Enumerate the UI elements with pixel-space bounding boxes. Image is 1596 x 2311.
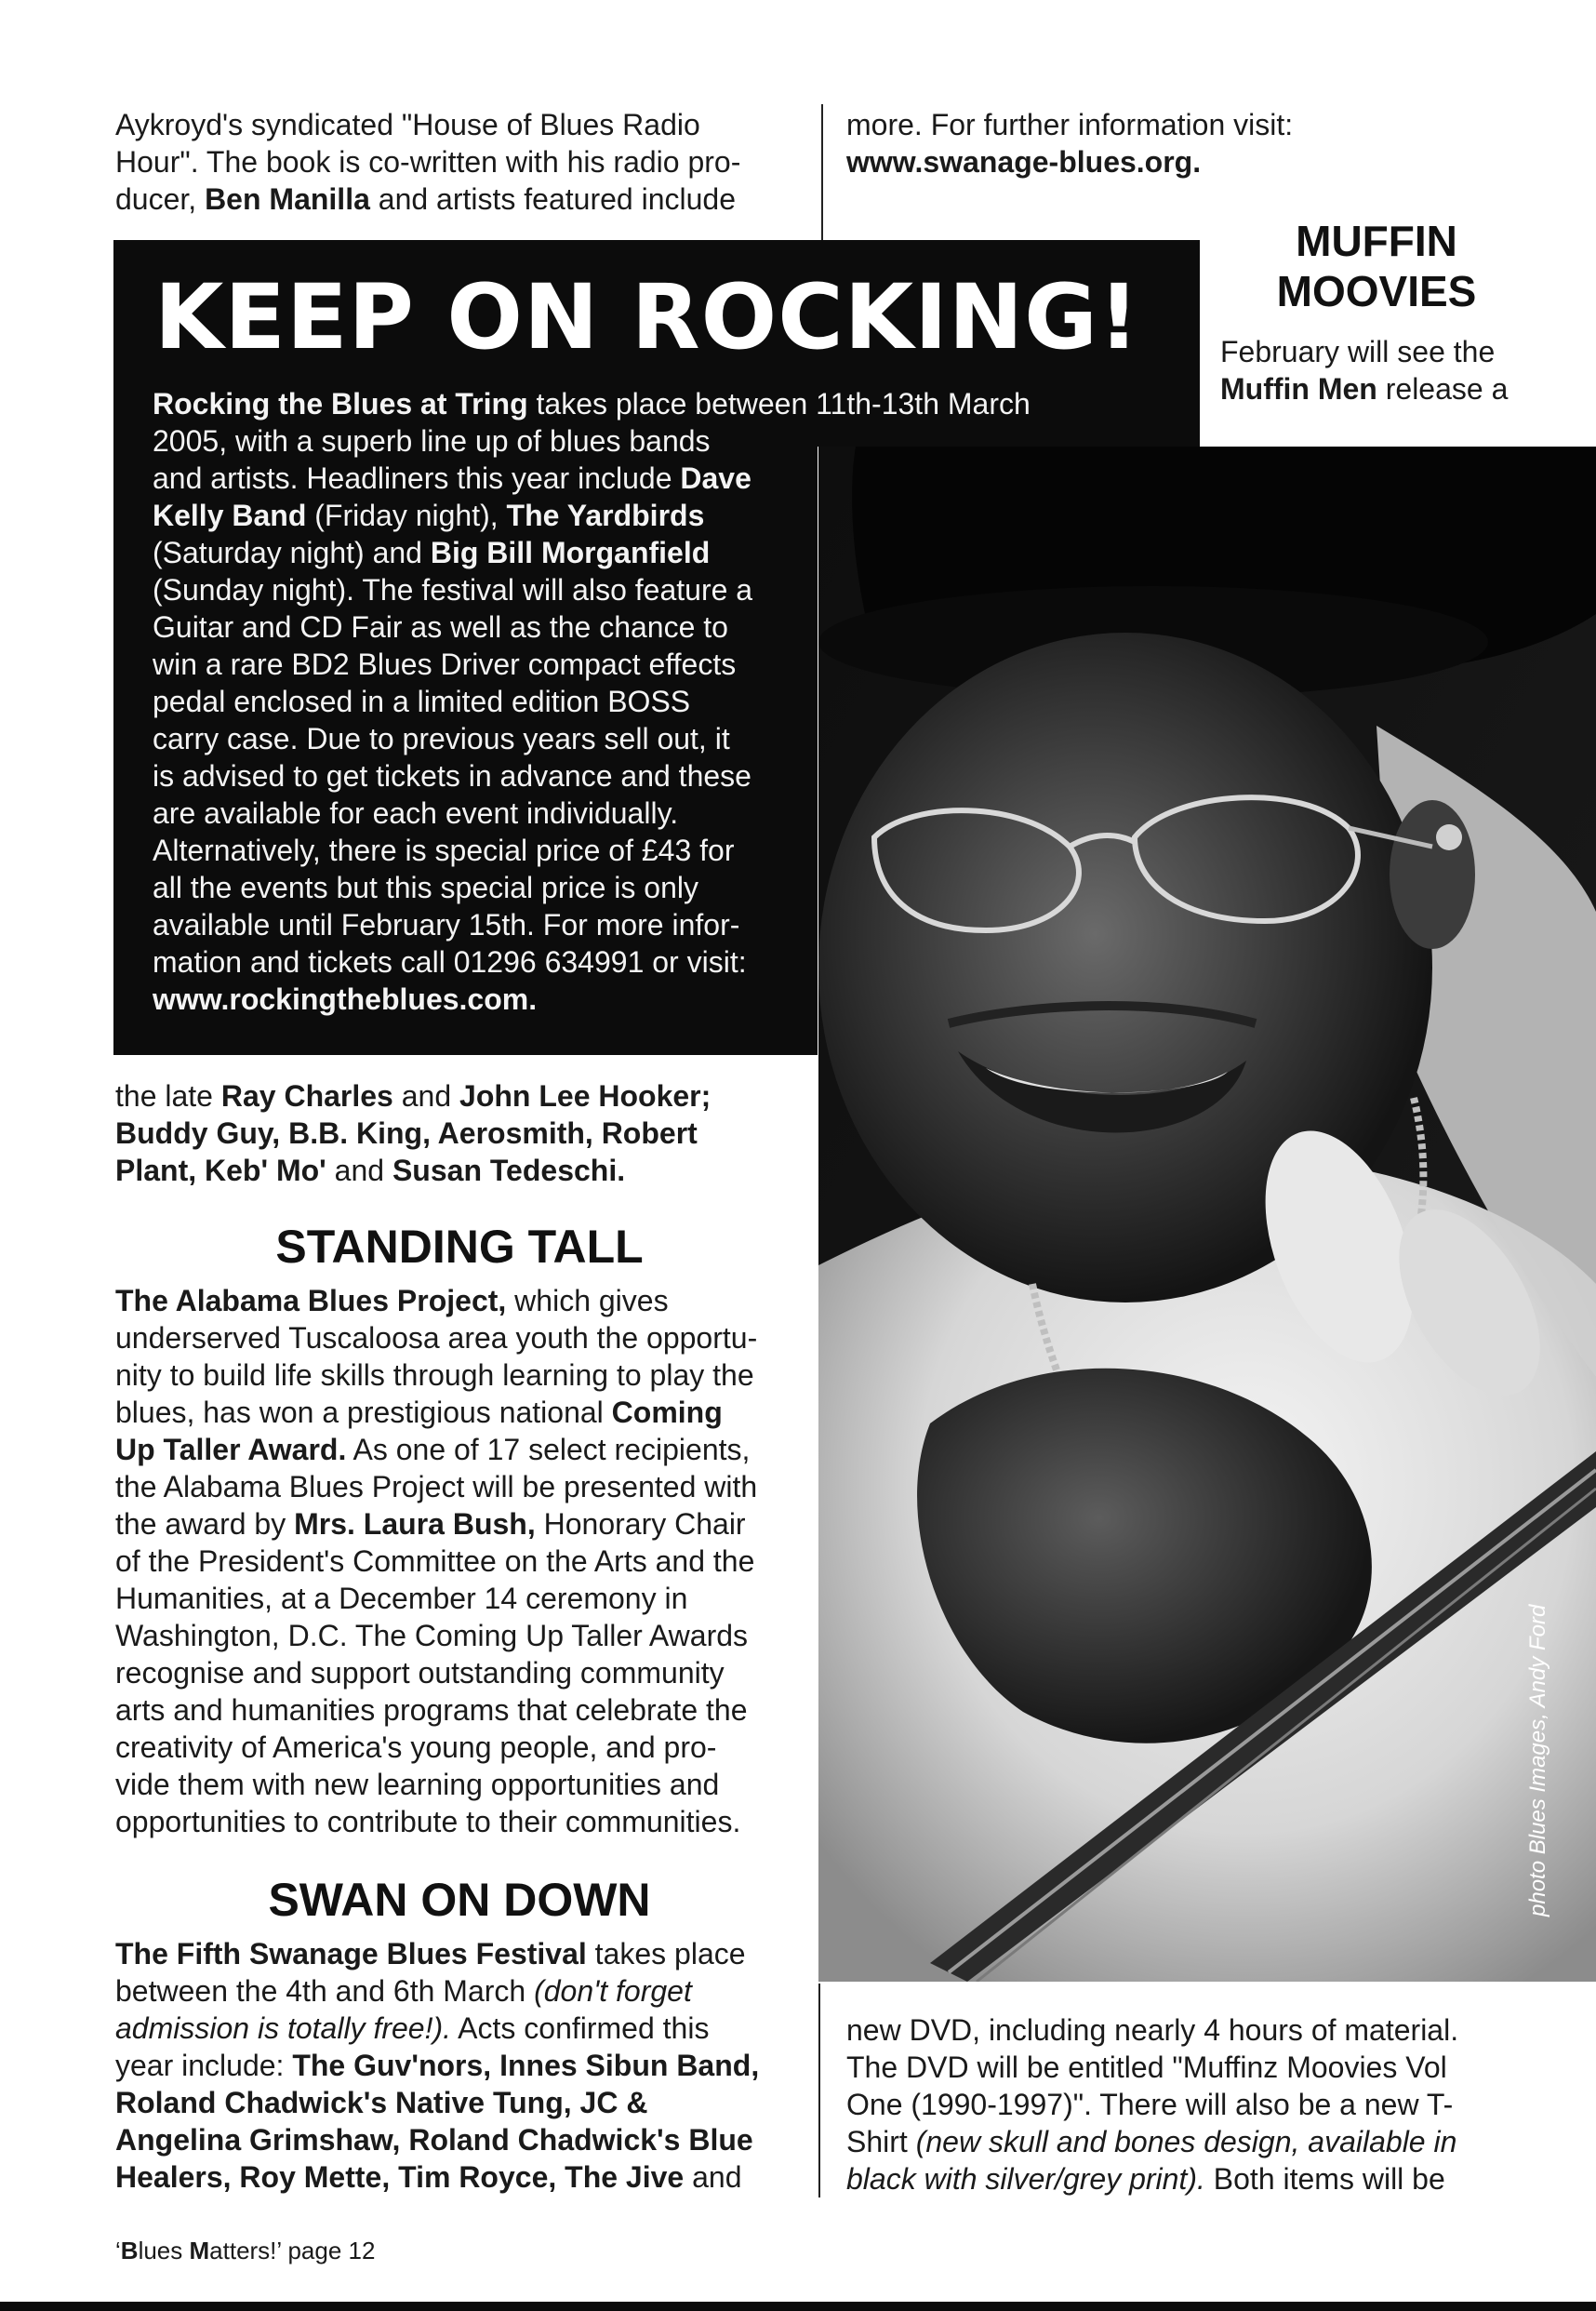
text-span: blues, has won a prestigious national [115,1396,612,1429]
text-line: vide them with new learning opportunities and [115,1768,720,1801]
text-line: all the events but this special price is only [153,871,698,904]
muffin-heading [1209,216,1544,316]
bold-name: Rocking the Blues at Tring [153,387,528,421]
footer-text: atters!’ page 12 [209,2237,376,2264]
continued-text [115,1077,804,1189]
text-line: pedal enclosed in a limited edition BOSS [153,685,691,718]
bold-name: Ray Charles [220,1079,393,1113]
text-line [115,180,822,218]
text-line: One (1990-1997)". There will also be a new T- [846,2088,1454,2121]
text-line [115,1972,822,2010]
bold-name: The Alabama Blues Project, [115,1284,507,1317]
text-line [115,2047,822,2084]
bold-name: Muffin Men [1220,372,1377,406]
top-right-text [846,106,1572,180]
text-line: are available for each event individually. [153,796,679,830]
website-link[interactable]: www.swanage-blues.org. [846,145,1202,179]
text-line: The DVD will be entitled "Muffinz Moovies Vol [846,2051,1447,2084]
text-span: takes place between 11th-13th March [527,387,1031,421]
muffin-intro [1220,333,1592,407]
text-span: which gives [506,1284,669,1317]
text-line: Alternatively, there is special price of £43 for [153,834,735,867]
swan-heading: SWAN ON DOWN [268,1874,651,1926]
footer-quote: ‘ [115,2237,121,2264]
bold-name: Big Bill Morganfield [430,536,711,569]
text-line [115,2121,822,2158]
bold-name: Susan Tedeschi. [392,1154,626,1187]
bold-name: Kelly Band [153,499,307,532]
text-line: Humanities, at a December 14 ceremony in [115,1582,688,1615]
text-line: Buddy Guy, B.B. King, Aerosmith, Robert [115,1116,698,1150]
text-span: Acts confirmed this [451,2011,710,2045]
bold-name: Up Taller Award. [115,1433,347,1466]
bold-name: Plant, Keb' Mo' [115,1154,326,1187]
footer-initial: M [189,2237,210,2264]
text-line [115,1505,822,1543]
text-line: recognise and support outstanding community [115,1656,725,1690]
text-span: (Saturday night) and [153,536,431,569]
bold-name: Healers, Roy Mette, Tim Royce, The Jive [115,2160,685,2194]
text-line: February will see the [1220,335,1496,368]
bold-name: Angelina Grimshaw, Roland Chadwick's Blue [115,2123,753,2157]
muffin-body [846,2011,1581,2197]
text-span: and artists. Headliners this year include [153,461,681,495]
standing-heading: STANDING TALL [275,1221,644,1273]
text-span: and artists featured include [369,182,736,216]
standing-body [115,1282,822,1840]
text-span: takes place [586,1937,746,1970]
text-line [115,2010,822,2047]
bold-name: Ben Manilla [205,182,370,216]
musician-photo [818,447,1596,1982]
text-line: available until February 15th. For more infor- [153,908,740,942]
text-line [115,1935,822,1972]
text-line: 2005, with a superb line up of blues bands [153,424,711,458]
bold-name: John Lee Hooker; [459,1079,712,1113]
text-span: ducer, [115,182,206,216]
text-line: carry case. Due to previous years sell out, it [153,722,730,755]
bold-name: The Yardbirds [506,499,705,532]
top-left-text [115,106,822,218]
bottom-border [0,2302,1596,2311]
italic-note: (don't forget [534,1974,692,2008]
text-line: Guitar and CD Fair as well as the chance to [153,610,728,644]
text-line [1220,370,1592,407]
heading-line: MOOVIES [1276,267,1477,315]
text-line: arts and humanities programs that celebrate the [115,1693,748,1727]
text-line [115,1431,822,1468]
text-span: Honorary Chair [535,1507,746,1541]
text-line [846,2123,1581,2160]
text-line: Washington, D.C. The Coming Up Taller Awards [115,1619,749,1652]
text-span: the late [115,1079,221,1113]
text-span: As one of 17 select recipients, [346,1433,751,1466]
text-span: (Friday night), [306,499,507,532]
text-line: creativity of America's young people, and pro- [115,1730,717,1764]
footer-text: lues [138,2237,190,2264]
text-line: mation and tickets call 01296 634991 or visit: [153,945,747,979]
website-link[interactable]: www.rockingtheblues.com. [153,982,538,1016]
photo-credit: photo Blues Images, Andy Ford [1525,1604,1550,1917]
text-line: new DVD, including nearly 4 hours of material. [846,2013,1459,2047]
bold-name: Dave [680,461,751,495]
text-span: and [326,1154,392,1187]
text-line: is advised to get tickets in advance and these [153,759,751,793]
swan-body [115,1935,822,2196]
text-line: nity to build life skills through learning to play the [115,1358,754,1392]
text-span: and [684,2160,742,2194]
musician-photo-art [818,447,1596,1982]
text-span: and [392,1079,460,1113]
text-line [115,1152,804,1189]
text-span: the award by [115,1507,295,1541]
footer-initial: B [120,2237,139,2264]
italic-note: admission is totally free!). [115,2011,452,2045]
text-line: (Sunday night). The festival will also feature a [153,573,753,607]
text-line: Hour". The book is co-written with his radio pro- [115,145,741,179]
text-line [846,2160,1581,2197]
text-span: between the 4th and 6th March [115,1974,535,2008]
italic-note: black with silver/grey print). [846,2162,1205,2196]
text-line: win a rare BD2 Blues Driver compact effects [153,648,737,681]
text-line: underserved Tuscaloosa area youth the opportu- [115,1321,758,1355]
text-line [115,1077,804,1115]
bold-name: Coming [611,1396,723,1429]
bold-name: Roland Chadwick's Native Tung, JC & [115,2086,648,2119]
feature-headline: KEEP ON ROCKING! [154,265,1140,369]
text-line: the Alabama Blues Project will be presented with [115,1470,758,1503]
bold-name: Mrs. Laura Bush, [294,1507,536,1541]
text-line [115,2084,822,2121]
text-span: Both items will be [1204,2162,1445,2196]
text-line [115,2158,822,2196]
italic-note: (new skull and bones design, available in [915,2125,1457,2158]
text-span: Shirt [846,2125,916,2158]
text-line [153,385,1185,422]
text-span: year include: [115,2049,293,2082]
text-span: release a [1377,372,1509,406]
text-line: of the President's Committee on the Arts and the [115,1544,755,1578]
text-line: opportunities to contribute to their communities. [115,1805,741,1838]
text-line [115,1394,822,1431]
text-line: Aykroyd's syndicated "House of Blues Radio [115,108,700,141]
column-divider-bottom [818,1984,820,2197]
column-divider-top [821,104,823,240]
bold-name: The Fifth Swanage Blues Festival [115,1937,587,1970]
heading-line: MUFFIN [1296,217,1457,265]
page-footer [115,2237,375,2265]
bold-name: The Guv'nors, Innes Sibun Band, [292,2049,760,2082]
text-line [115,1282,822,1319]
text-line: more. For further information visit: [846,108,1294,141]
